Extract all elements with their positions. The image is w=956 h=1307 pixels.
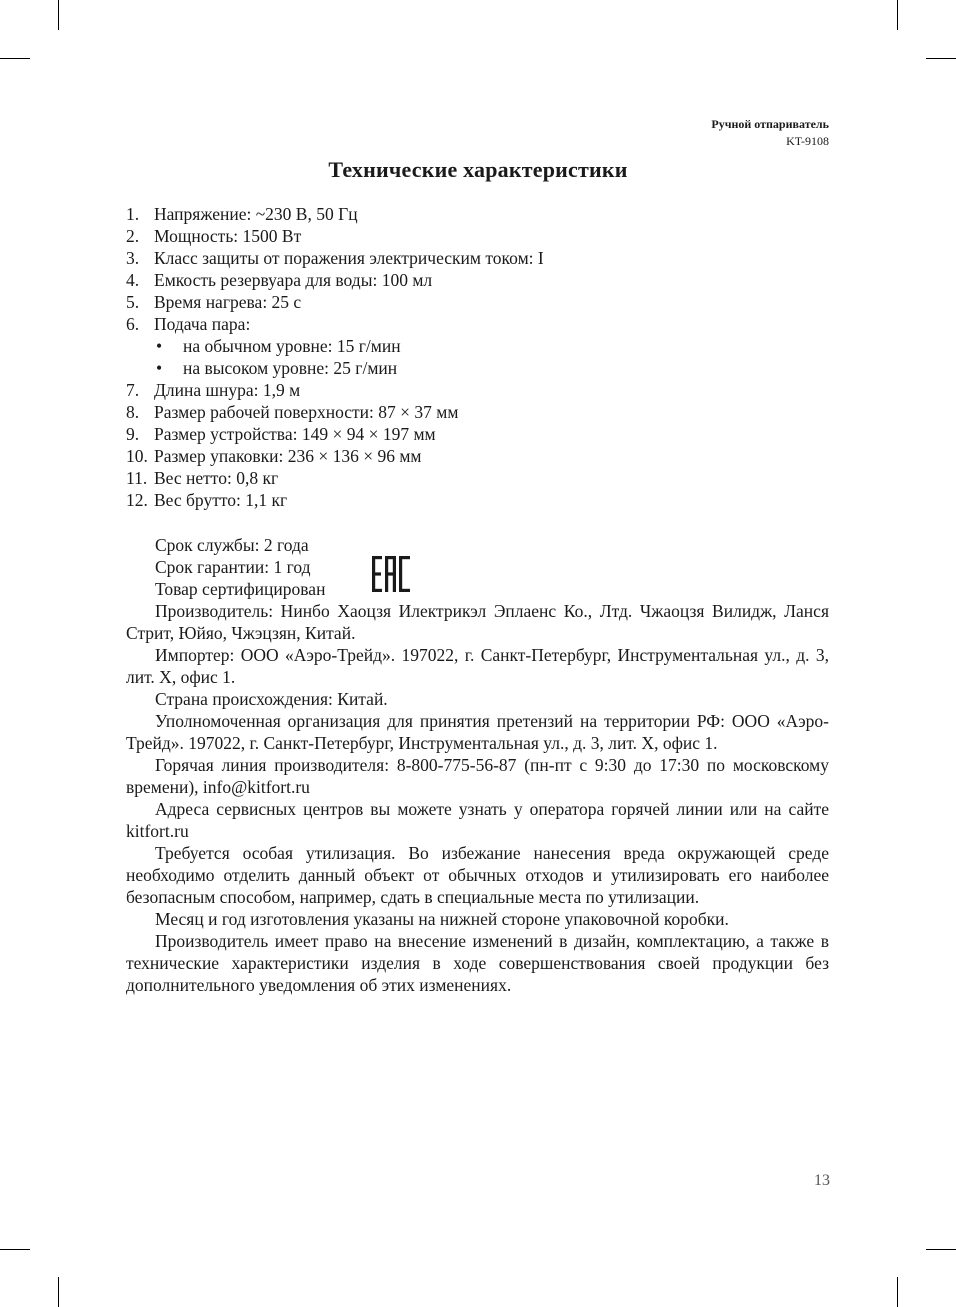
spec-text: Длина шнура: 1,9 м xyxy=(154,380,301,400)
certification-group xyxy=(126,534,829,600)
crop-mark xyxy=(58,0,59,30)
crop-mark xyxy=(897,0,898,30)
spec-item xyxy=(126,489,846,511)
eac-logo-icon xyxy=(371,554,411,594)
crop-mark xyxy=(897,1277,898,1307)
spec-item xyxy=(126,423,846,445)
bullet-icon: • xyxy=(156,358,163,378)
spec-text: Класс защиты от поражения электрическим током: I xyxy=(154,248,544,268)
spec-text: Время нагрева: 25 с xyxy=(154,292,302,312)
crop-mark xyxy=(58,1277,59,1307)
running-header xyxy=(711,116,829,150)
section-title: Технические характеристики xyxy=(328,157,628,182)
spec-subitem xyxy=(126,357,846,379)
spec-item xyxy=(126,269,846,291)
spec-number: 3. xyxy=(126,248,140,268)
spec-number: 4. xyxy=(126,270,140,290)
spec-number: 11. xyxy=(126,468,148,488)
rights-note: Производитель имеет право на внесение изменений в дизайн, комплектацию, а также в технические характеристики изделия в ходе совершенствования своей продукции без дополнительного уведомления об этих изменениях. xyxy=(126,931,829,995)
page-number: 13 xyxy=(814,1172,830,1189)
spec-number: 1. xyxy=(126,204,140,224)
spec-number: 12. xyxy=(126,490,148,510)
spec-subtext: на высоком уровне: 25 г/мин xyxy=(183,358,398,378)
disposal-note: Требуется особая утилизация. Во избежание нанесения вреда окружающей среде необходимо отделить данный объект от обычных отходов и утилизировать его наиболее безопасным способом, например, сдать в специальные места по утилизации. xyxy=(126,843,829,907)
spec-text: Мощность: 1500 Вт xyxy=(154,226,302,246)
spec-item xyxy=(126,313,846,335)
spec-text: Подача пара: xyxy=(154,314,251,334)
spec-text: Емкость резервуара для воды: 100 мл xyxy=(154,270,433,290)
crop-mark xyxy=(926,58,956,59)
spec-text: Вес брутто: 1,1 кг xyxy=(154,490,288,510)
manufacturer: Производитель: Нинбо Хаоцзя Илектрикэл Эплаенс Ко., Лтд. Чжаоцзя Вилидж, Ланся Стрит, Юйяо, Чжэцзян, Китай. xyxy=(126,601,829,643)
spec-number: 6. xyxy=(126,314,140,334)
manufacture-date-note: Месяц и год изготовления указаны на нижней стороне упаковочной коробки. xyxy=(155,909,729,929)
info-block xyxy=(126,534,829,996)
hotline: Горячая линия производителя: 8-800-775-56-87 (пн-пт с 9:30 до 17:30 по московскому времени), info@kitfort.ru xyxy=(126,755,829,797)
spec-item xyxy=(126,247,846,269)
spec-item xyxy=(126,401,846,423)
spec-subitem xyxy=(126,335,846,357)
service-centers: Адреса сервисных центров вы можете узнать у оператора горячей линии или на сайте kitfort.ru xyxy=(126,799,829,841)
warranty: Срок гарантии: 1 год xyxy=(155,557,311,577)
spec-number: 2. xyxy=(126,226,140,246)
crop-mark xyxy=(0,1249,30,1250)
origin-country: Страна происхождения: Китай. xyxy=(155,689,388,709)
spec-item xyxy=(126,445,846,467)
certified-text: Товар сертифицирован xyxy=(155,579,326,599)
spec-item xyxy=(126,379,846,401)
spec-text: Размер рабочей поверхности: 87 × 37 мм xyxy=(154,402,459,422)
spec-text: Напряжение: ~230 В, 50 Гц xyxy=(154,204,358,224)
spec-item xyxy=(126,291,846,313)
bullet-icon: • xyxy=(156,336,163,356)
spec-list xyxy=(126,203,846,511)
spec-number: 9. xyxy=(126,424,140,444)
model-number: KT-9108 xyxy=(786,134,829,148)
spec-text: Размер упаковки: 236 × 136 × 96 мм xyxy=(154,446,422,466)
crop-mark xyxy=(926,1249,956,1250)
authorized-organization: Уполномоченная организация для принятия претензий на территории РФ: ООО «Аэро-Трейд». 197022, г. Санкт-Петербург, Инструментальная ул., д. 3, лит. Х, офис 1. xyxy=(126,711,829,753)
service-life: Срок службы: 2 года xyxy=(155,535,309,555)
spec-number: 10. xyxy=(126,446,148,466)
spec-text: Вес нетто: 0,8 кг xyxy=(154,468,279,488)
importer: Импортер: ООО «Аэро-Трейд». 197022, г. Санкт-Петербург, Инструментальная ул., д. 3, лит. Х, офис 1. xyxy=(126,645,829,687)
spec-number: 5. xyxy=(126,292,140,312)
spec-subtext: на обычном уровне: 15 г/мин xyxy=(183,336,401,356)
spec-text: Размер устройства: 149 × 94 × 197 мм xyxy=(154,424,436,444)
crop-mark xyxy=(0,58,30,59)
spec-item xyxy=(126,467,846,489)
spec-number: 8. xyxy=(126,402,140,422)
product-name: Ручной отпариватель xyxy=(711,117,829,131)
spec-number: 7. xyxy=(126,380,140,400)
spec-item xyxy=(126,225,846,247)
spec-item xyxy=(126,203,846,225)
